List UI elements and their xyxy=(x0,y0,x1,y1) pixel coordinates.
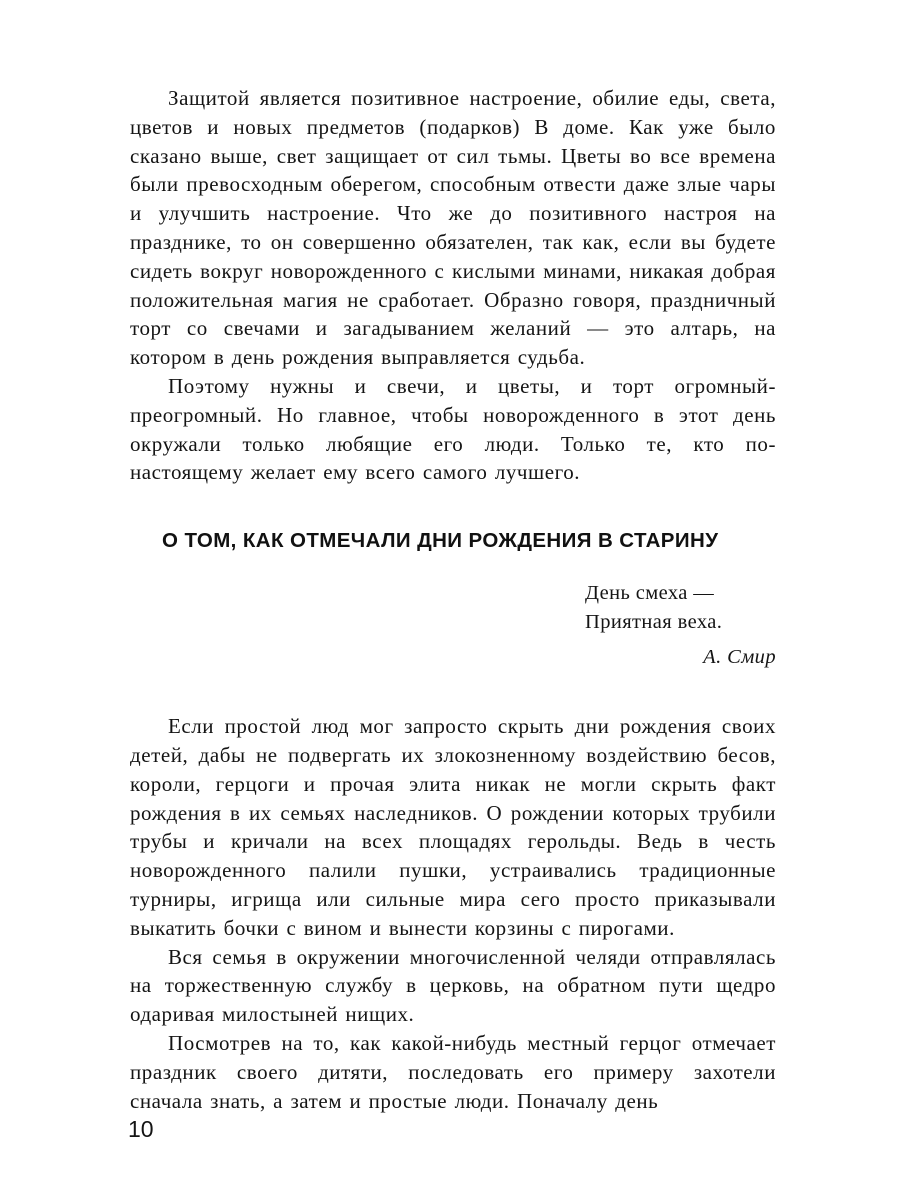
epigraph-line: День смеха — xyxy=(585,582,715,605)
paragraph: Посмотрев на то, как какой-нибудь местный герцог отмечает праздник своего дитяти, последовать его примеру захотели сначала знать, а затем и простые люди. Поначалу день xyxy=(130,1030,776,1113)
paragraph: Вся семья в окружении многочисленной челяди отправлялась на торжественную службу в церковь, на обратном пути щедро одаривая милостыней нищих. xyxy=(130,944,776,1027)
epigraph-line: Приятная веха. xyxy=(585,611,723,634)
section-heading: О ТОМ, КАК ОТМЕЧАЛИ ДНИ РОЖДЕНИЯ В СТАРИНУ xyxy=(162,529,719,553)
page-content xyxy=(130,84,776,1115)
paragraph: Поэтому нужны и свечи, и цветы, и торт огромный-преогромный. Но главное, чтобы новорожденного в этот день окружали только любящие его люди. Только те, кто по-настоящему желает ему всего самого лучшего. xyxy=(130,373,776,485)
epigraph-author: А. Смир xyxy=(703,646,776,669)
epigraph xyxy=(585,579,776,637)
paragraph: Если простой люд мог запросто скрыть дни рождения своих детей, дабы не подвергать их злокозненному воздействию бесов, короли, герцоги и прочая элита никак не могли скрыть факт рождения в их семьях наследников. О рождении которых трубили трубы и кричали на всех площадях герольды. Ведь в честь новорожденного палили пушки, устраивались традиционные турниры, игрища или сильные мира сего просто приказывали выкатить бочки с вином и вынести корзины с пирогами. xyxy=(130,714,776,940)
paragraph: Защитой является позитивное настроение, обилие еды, света, цветов и новых предметов (подарков) В доме. Как уже было сказано выше, свет защищает от сил тьмы. Цветы во все времена были превосходным оберегом, способным отвести даже злые чары и улучшить настроение. Что же до позитивного настроя на празднике, то он совершенно обязателен, так как, если вы будете сидеть вокруг новорожденного с кислыми минами, никакая добрая положительная магия не сработает. Образно говоря, праздничный торт со свечами и загадыванием желаний — это алтарь, на котором в день рождения выправляется судьба. xyxy=(130,86,776,370)
page-number: 10 xyxy=(128,1116,154,1142)
